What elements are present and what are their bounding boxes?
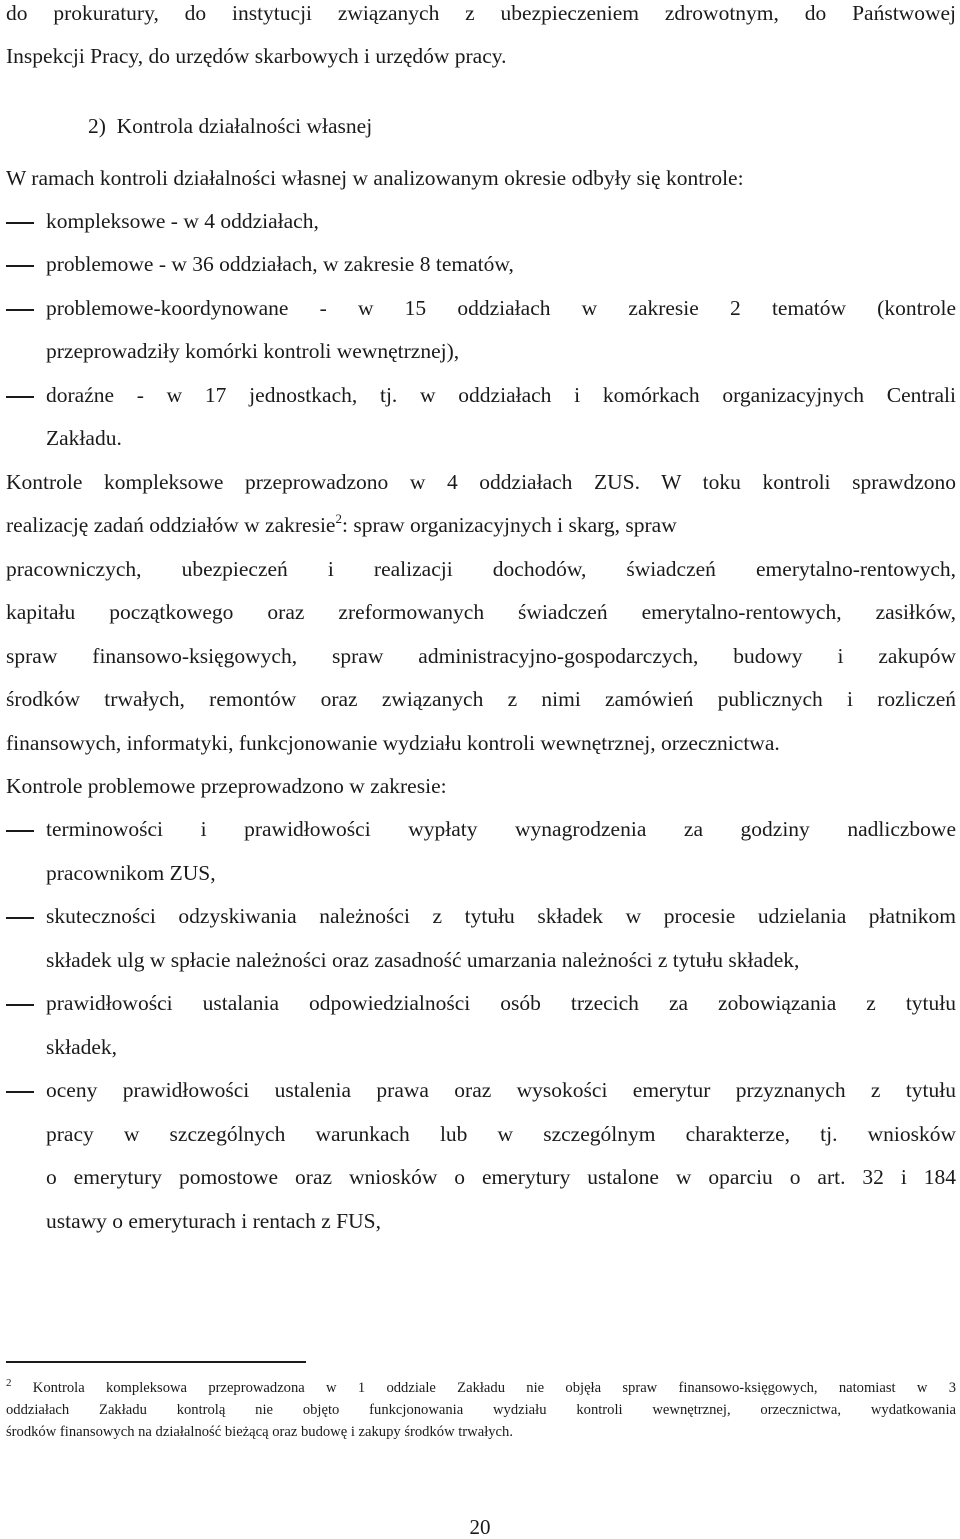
body-text-line: kapitału początkowego oraz zreformowanych świadczeń emerytalno-rentowych, zasiłków, [6, 600, 956, 624]
section-heading: 2) Kontrola działalności własnej [88, 114, 373, 138]
body-text-line: środków trwałych, remontów oraz związanych z nimi zamówień publicznych i rozliczeń [6, 687, 956, 711]
body-text-line: Kontrole kompleksowe przeprowadzono w 4 oddziałach ZUS. W toku kontroli sprawdzono [6, 470, 956, 494]
list-dash-icon [6, 265, 34, 267]
body-text-line: do prokuratury, do instytucji związanych z ubezpieczeniem zdrowotnym, do Państwowej [6, 1, 956, 25]
list-item-text: prawidłowości ustalania odpowiedzialności osób trzecich za zobowiązania z tytułu [46, 991, 956, 1015]
list-dash-icon [6, 222, 34, 224]
list-item-text: ustawy o emeryturach i rentach z FUS, [46, 1209, 381, 1233]
body-text-line: Inspekcji Pracy, do urzędów skarbowych i urzędów pracy. [6, 44, 507, 68]
body-text-line: finansowych, informatyki, funkcjonowanie wydziału kontroli wewnętrznej, orzecznictwa. [6, 731, 780, 755]
list-dash-icon [6, 396, 34, 398]
footnote-marker: 2 [6, 1377, 12, 1389]
body-text-line: pracowniczych, ubezpieczeń i realizacji dochodów, świadczeń emerytalno-rentowych, [6, 557, 956, 581]
list-dash-icon [6, 830, 34, 832]
footnote-line: $^2$ Kontrola kompleksowa przeprowadzona w 1 oddziale Zakładu nie objęła spraw finansowo-księgowych, natomiast w 3 [6, 1377, 956, 1396]
body-text-line-with-footnote [6, 512, 956, 538]
footnote-line: oddziałach Zakładu kontrolą nie objęto funkcjonowania wydziału kontroli wewnętrznej, orzecznictwa, wydatkowania [6, 1402, 956, 1418]
list-item-text: doraźne - w 17 jednostkach, tj. w oddziałach i komórkach organizacyjnych Centrali [46, 383, 956, 407]
text-segment: realizację zadań oddziałów w zakresie$^2$: spraw organizacyjnych i skarg, spraw [6, 511, 677, 537]
body-text-line: spraw finansowo-księgowych, spraw administracyjno-gospodarczych, budowy i zakupów [6, 644, 956, 668]
list-item-text: pracownikom ZUS, [46, 861, 216, 885]
list-item-text: o emerytury pomostowe oraz wniosków o emerytury ustalone w oparciu o art. 32 i 184 [46, 1165, 956, 1189]
list-item-text: kompleksowe - w 4 oddziałach, [46, 209, 319, 233]
footnote-line: środków finansowych na działalność bieżącą oraz budowę i zakupy środków trwałych. [6, 1424, 513, 1440]
footnote-separator [6, 1361, 306, 1363]
list-item-text: oceny prawidłowości ustalenia prawa oraz wysokości emerytur przyznanych z tytułu [46, 1078, 956, 1102]
list-item-text: pracy w szczególnych warunkach lub w szczególnym charakterze, tj. wniosków [46, 1122, 956, 1146]
body-text-line: Kontrole problemowe przeprowadzono w zakresie: [6, 774, 447, 798]
page-number: 20 [469, 1515, 491, 1539]
list-item-text: problemowe - w 36 oddziałach, w zakresie 8 tematów, [46, 252, 514, 276]
list-item-text: przeprowadziły komórki kontroli wewnętrznej), [46, 339, 460, 363]
list-item-text: problemowe-koordynowane - w 15 oddziałach w zakresie 2 tematów (kontrole [46, 296, 956, 320]
footnote-reference[interactable]: 2 [335, 511, 342, 526]
list-dash-icon [6, 309, 34, 311]
list-item-text: składek ulg w spłacie należności oraz zasadność umarzania należności z tytułu składek, [46, 948, 800, 972]
list-item-text: składek, [46, 1035, 118, 1059]
list-dash-icon [6, 1004, 34, 1006]
list-dash-icon [6, 1091, 34, 1093]
body-text-line: W ramach kontroli działalności własnej w analizowanym okresie odbyły się kontrole: [6, 166, 744, 190]
list-item-text: Zakładu. [46, 426, 122, 450]
list-dash-icon [6, 917, 34, 919]
list-item-text: skuteczności odzyskiwania należności z tytułu składek w procesie udzielania płatnikom [46, 904, 956, 928]
list-item-text: terminowości i prawidłowości wypłaty wynagrodzenia za godziny nadliczbowe [46, 817, 956, 841]
